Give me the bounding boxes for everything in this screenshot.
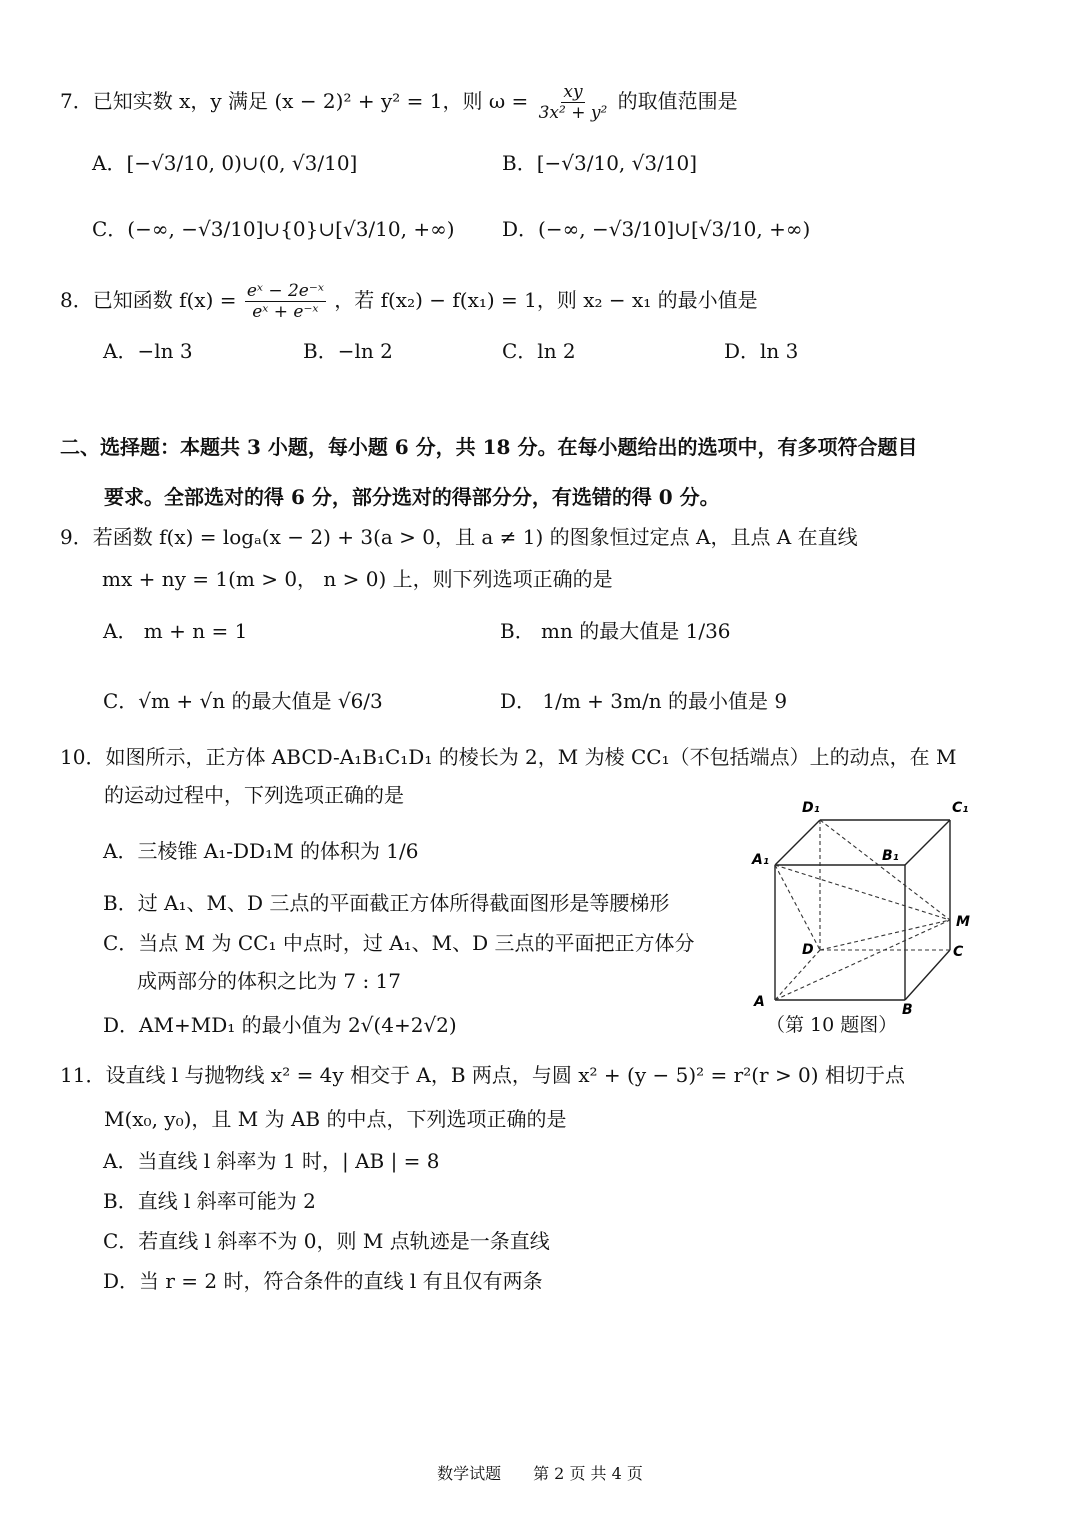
label-c: C — [953, 944, 964, 960]
cube-solid-edges — [775, 820, 950, 1000]
label-d: D — [802, 942, 814, 958]
label-a: A — [754, 994, 765, 1010]
q8-option-b: B．−ln 2 — [303, 339, 393, 363]
label-c1: C₁ — [952, 800, 969, 816]
q7-option-c: C．(−∞, −√3/10]∪{0}∪[√3/10, +∞) — [92, 217, 455, 241]
q10-stem-line1: 10．如图所示，正方体 ABCD-A₁B₁C₁D₁ 的棱长为 2，M 为棱 CC₁（不包括端点）上的动点，在 M — [60, 745, 957, 769]
q9-option-c: C．√m + √n 的最大值是 √6/3 — [103, 689, 383, 713]
q10-option-d: D．AM+MD₁ 的最小值为 2√(4+2√2) — [103, 1013, 457, 1037]
cube-figure — [740, 790, 1000, 1040]
q9-option-a: A． m + n = 1 — [103, 619, 248, 643]
q10-option-b: B．过 A₁、M、D 三点的平面截正方体所得截面图形是等腰梯形 — [103, 891, 670, 915]
q10-option-a: A．三棱锥 A₁-DD₁M 的体积为 1/6 — [103, 839, 419, 863]
q7-stem: 7．已知实数 x，y 满足 (x − 2)² + y² = 1，则 ω = $\frac{xy}{\text{3x² + y²}}$ 的取值范围是 — [60, 82, 738, 123]
label-m: M — [956, 914, 970, 930]
q9-option-b: B． mn 的最大值是 1/36 — [500, 619, 731, 643]
q7-option-b: B．[−√3/10, √3/10] — [502, 151, 698, 175]
q11-option-c: C．若直线 l 斜率不为 0，则 M 点轨迹是一条直线 — [103, 1229, 550, 1253]
q11-stem-line2: M(x₀, y₀)，且 M 为 AB 的中点，下列选项正确的是 — [104, 1107, 567, 1131]
q7-fraction: $\frac{xy}{\text{3x² + y²}}$ — [538, 82, 608, 123]
section-heading-line2: 要求。全部选对的得 6 分，部分选对的得部分分，有选错的得 0 分。 — [104, 485, 720, 509]
q10-option-c-line2: 成两部分的体积之比为 7 : 17 — [137, 969, 401, 993]
figure-caption: （第 10 题图） — [766, 1014, 898, 1036]
q11-option-d: D．当 r = 2 时，符合条件的直线 l 有且仅有两条 — [103, 1269, 543, 1293]
q9-option-d: D． 1/m + 3m/n 的最小值是 9 — [500, 689, 788, 713]
q7-option-a: A．[−√3/10, 0)∪(0, √3/10] — [92, 151, 358, 175]
q8-stem: 8．已知函数 f(x) = $\frac{\text{eˣ − 2e⁻ˣ}}{\text{eˣ + e⁻ˣ}}$ ，若 f(x₂) − f(x₁) = 1，则 x₂ − x₁ 的最小值是 — [60, 281, 758, 322]
label-d1: D₁ — [802, 800, 820, 816]
label-a1: A₁ — [752, 852, 769, 868]
q10-option-c-line1: C．当点 M 为 CC₁ 中点时，过 A₁、M、D 三点的平面把正方体分 — [103, 931, 695, 955]
q11-stem-line1: 11．设直线 l 与抛物线 x² = 4y 相交于 A，B 两点，与圆 x² + (y − 5)² = r²(r > 0) 相切于点 — [60, 1063, 905, 1087]
q9-stem-line1: 9．若函数 f(x) = logₐ(x − 2) + 3(a > 0，且 a ≠ 1) 的图象恒过定点 A，且点 A 在直线 — [60, 525, 858, 549]
q11-option-a: A．当直线 l 斜率为 1 时，| AB | = 8 — [103, 1149, 440, 1173]
q10-stem-line2: 的运动过程中，下列选项正确的是 — [104, 783, 404, 807]
page-footer: 数学试题 第 2 页 共 4 页 — [437, 1464, 643, 1483]
q7-option-d: D．(−∞, −√3/10]∪[√3/10, +∞) — [502, 217, 811, 241]
q11-option-b: B．直线 l 斜率可能为 2 — [103, 1189, 316, 1213]
q8-option-d: D．ln 3 — [724, 339, 799, 363]
label-b: B — [902, 1002, 913, 1018]
q8-fraction: $\frac{\text{eˣ − 2e⁻ˣ}}{\text{eˣ + e⁻ˣ}}$ — [246, 281, 324, 322]
section-heading-line1: 二、选择题：本题共 3 小题，每小题 6 分，共 18 分。在每小题给出的选项中，有多项符合题目 — [60, 435, 918, 459]
q8-option-c: C．ln 2 — [502, 339, 576, 363]
label-b1: B₁ — [882, 848, 899, 864]
q9-stem-line2: mx + ny = 1(m > 0， n > 0) 上，则下列选项正确的是 — [102, 567, 613, 591]
q8-option-a: A．−ln 3 — [103, 339, 193, 363]
